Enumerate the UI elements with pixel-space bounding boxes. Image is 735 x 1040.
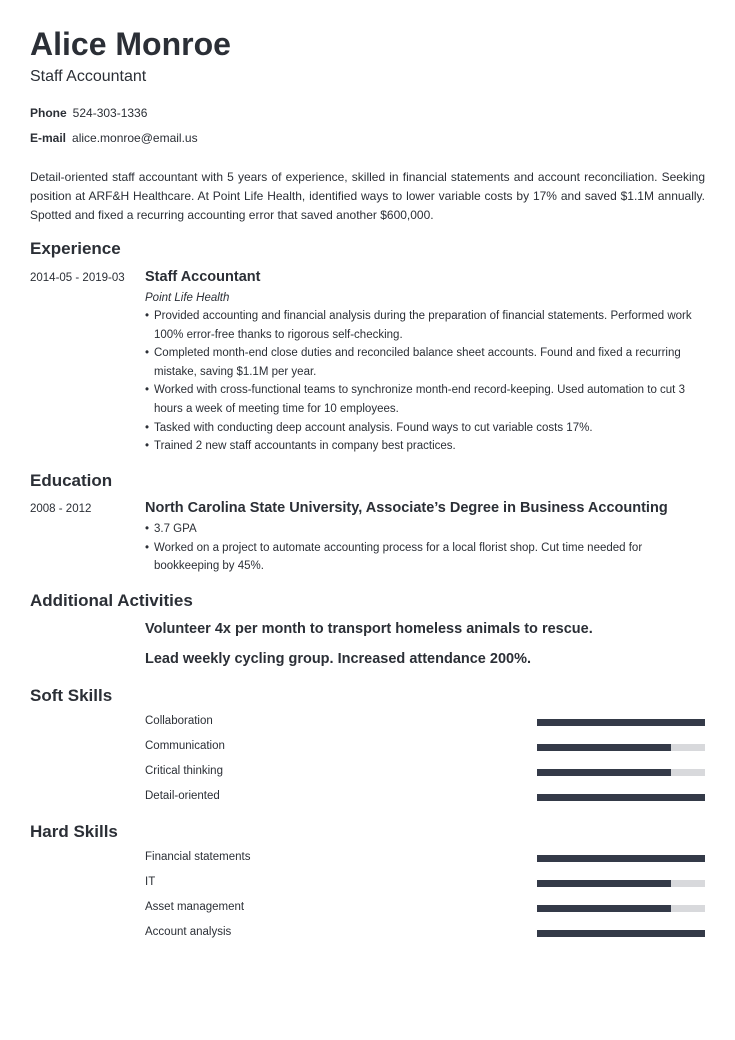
skill-level-bar [537, 905, 705, 912]
skill-name: Account analysis [145, 926, 232, 938]
skill-name: Collaboration [145, 715, 213, 727]
skill-name: Critical thinking [145, 765, 223, 777]
skill-name: Communication [145, 740, 225, 752]
skill-level-fill [537, 855, 705, 862]
experience-date: 2014-05 - 2019-03 [30, 272, 125, 284]
skill-level-fill [537, 769, 671, 776]
soft-skills-heading: Soft Skills [30, 686, 113, 705]
skill-row [145, 924, 705, 940]
email-value: alice.monroe@email.us [72, 131, 198, 145]
list-item: • Provided accounting and financial analysis during the preparation of financial statements. Performed work 100% error-free thanks to rigorous self-checking. [145, 307, 705, 344]
phone-value: 524-303-1336 [72, 106, 148, 120]
skill-level-fill [537, 930, 705, 937]
skill-level-bar [537, 880, 705, 887]
phone-label: Phone [30, 106, 67, 120]
skill-name: Asset management [145, 901, 245, 913]
skill-level-bar [537, 769, 705, 776]
skill-level-bar [537, 744, 705, 751]
skill-row [145, 849, 705, 865]
skill-row [145, 899, 705, 915]
education-bullets [145, 520, 705, 576]
education-date: 2008 - 2012 [30, 503, 92, 515]
skill-row [145, 874, 705, 890]
summary-paragraph: Detail-oriented staff accountant with 5 years of experience, skilled in financial statements and account reconciliation. Seeking position at ARF&H Healthcare. At Point Life Health, identified ways to lower variable costs by 17% and saved $1.1M annually. Spotted and fixed a recurring accounting error that saved another $600,000. [30, 170, 705, 222]
skill-row [145, 763, 705, 779]
experience-job-title: Staff Accountant [145, 269, 261, 285]
activities-heading: Additional Activities [30, 591, 193, 610]
skill-row [145, 788, 705, 804]
list-item: • Tasked with conducting deep account analysis. Found ways to cut variable costs 17%. [145, 419, 705, 438]
activity-item: Volunteer 4x per month to transport homeless animals to rescue. [145, 621, 593, 637]
list-item: • 3.7 GPA [145, 520, 705, 539]
skill-level-fill [537, 905, 671, 912]
skill-row [145, 713, 705, 729]
skill-row [145, 738, 705, 754]
experience-heading: Experience [30, 239, 121, 258]
education-heading: Education [30, 471, 113, 490]
activity-item: Lead weekly cycling group. Increased attendance 200%. [145, 651, 532, 667]
email-row [30, 130, 198, 146]
candidate-title: Staff Accountant [30, 68, 147, 85]
candidate-name: Alice Monroe [30, 26, 231, 62]
skill-level-bar [537, 719, 705, 726]
list-item: • Worked on a project to automate accounting process for a local florist shop. Cut time needed for bookkeeping by 45%. [145, 539, 705, 576]
skill-level-bar [537, 855, 705, 862]
skill-level-bar [537, 794, 705, 801]
list-item: • Trained 2 new staff accountants in company best practices. [145, 437, 705, 456]
experience-bullets [145, 307, 705, 456]
skill-level-fill [537, 880, 671, 887]
skill-level-bar [537, 930, 705, 937]
skill-name: Detail-oriented [145, 790, 220, 802]
email-label: E-mail [30, 131, 67, 145]
education-degree: North Carolina State University, Associate’s Degree in Business Accounting [145, 500, 668, 516]
list-item: • Worked with cross-functional teams to synchronize month-end record-keeping. Used automation to cut 3 hours a week of meeting time for 10 employees. [145, 381, 705, 418]
skill-level-fill [537, 794, 705, 801]
hard-skills-heading: Hard Skills [30, 822, 118, 841]
skill-name: IT [145, 876, 156, 888]
list-item: • Completed month-end close duties and reconciled balance sheet accounts. Found and fixed a recurring mistake, saving $1.1M per year. [145, 344, 705, 381]
skill-name: Financial statements [145, 851, 251, 863]
experience-company: Point Life Health [145, 292, 230, 304]
skill-level-fill [537, 719, 705, 726]
skill-level-fill [537, 744, 671, 751]
phone-row [30, 105, 147, 121]
